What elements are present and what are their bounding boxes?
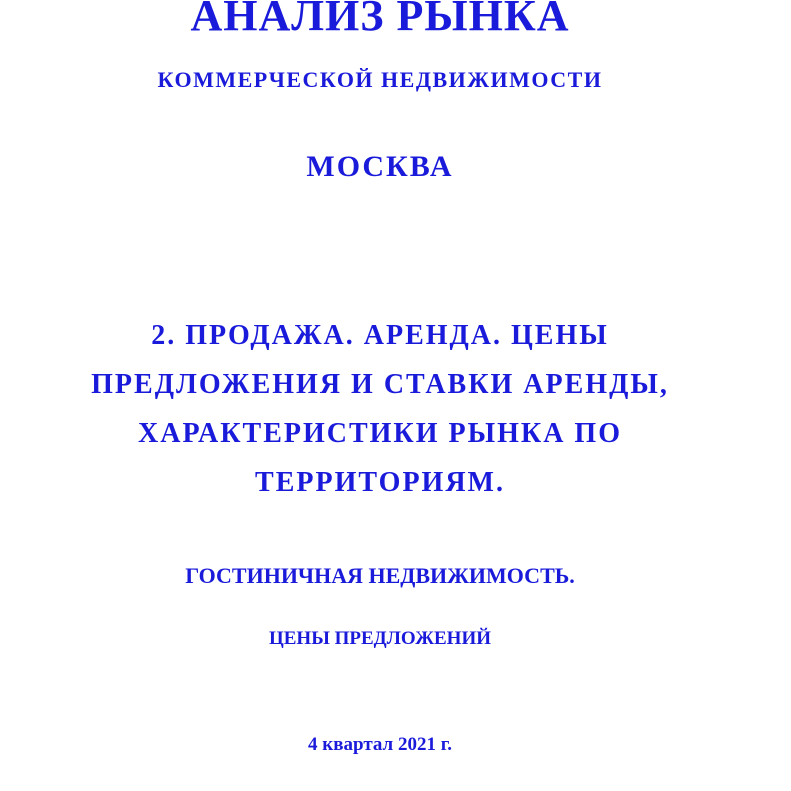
report-period: 4 квартал 2021 г. <box>308 734 452 755</box>
section-title-line-4: ТЕРРИТОРИЯМ. <box>255 467 505 498</box>
city-name: МОСКВА <box>306 150 454 183</box>
document-subtitle: КОММЕРЧЕСКОЙ НЕДВИЖИМОСТИ <box>157 67 603 92</box>
section-title-line-2: ПРЕДЛОЖЕНИЯ И СТАВКИ АРЕНДЫ, <box>91 369 669 400</box>
property-category: ГОСТИНИЧНАЯ НЕДВИЖИМОСТЬ. <box>185 563 575 588</box>
report-kind: ЦЕНЫ ПРЕДЛОЖЕНИЙ <box>268 628 492 649</box>
section-title-line-1: 2. ПРОДАЖА. АРЕНДА. ЦЕНЫ <box>151 320 609 351</box>
document-title: АНАЛИЗ РЫНКА <box>190 0 570 40</box>
section-title-line-3: ХАРАКТЕРИСТИКИ РЫНКА ПО <box>138 418 622 449</box>
